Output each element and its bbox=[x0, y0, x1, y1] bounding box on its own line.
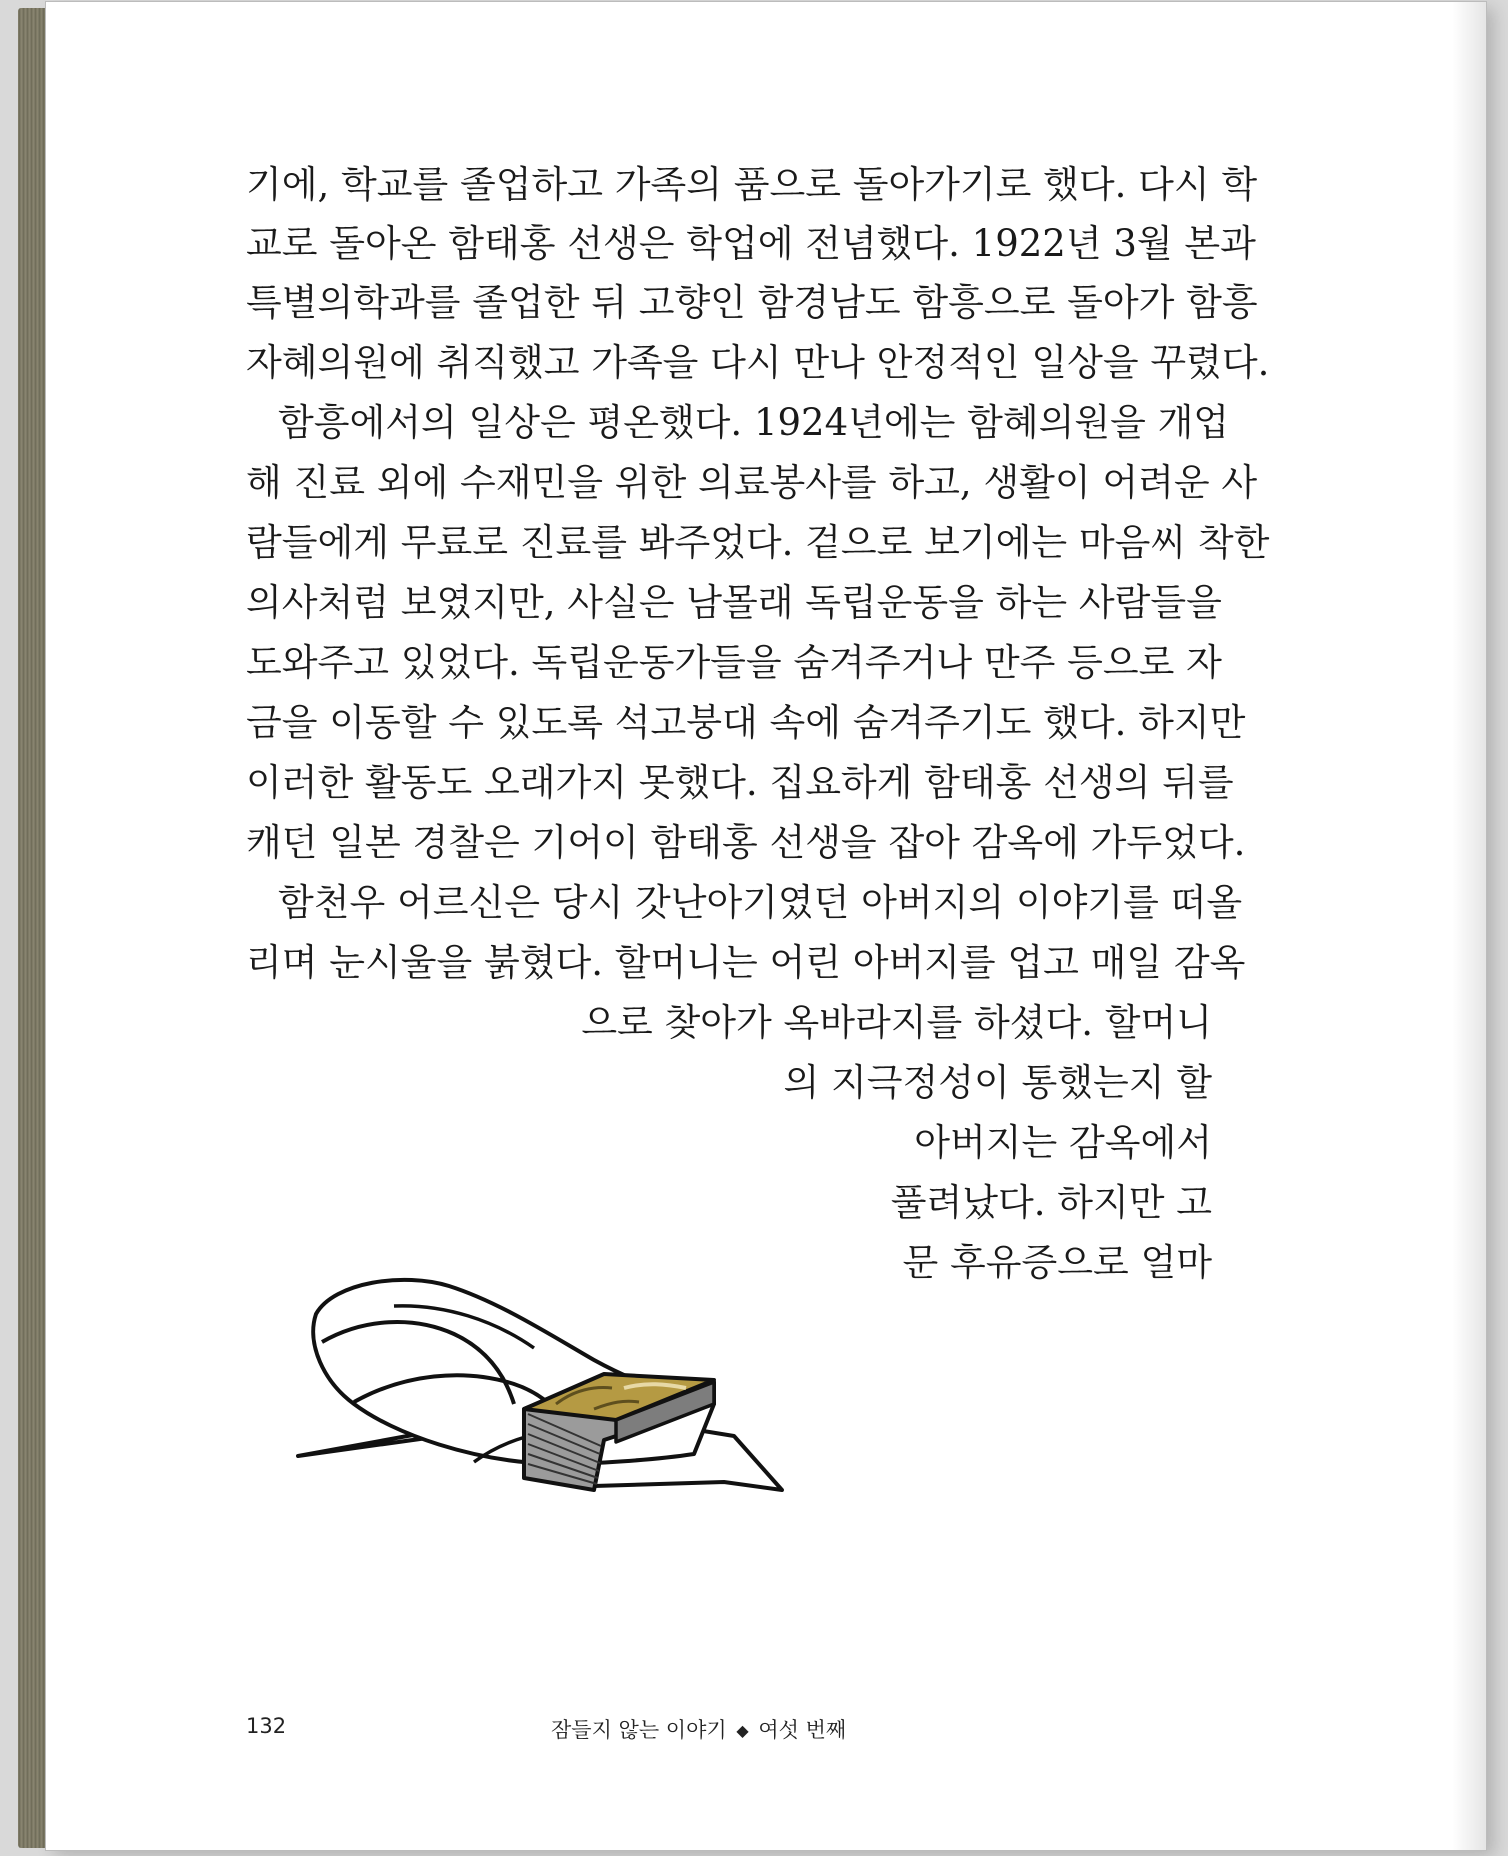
running-footer bbox=[551, 1714, 846, 1744]
page-number: 132 bbox=[246, 1714, 287, 1738]
diamond-separator-icon: ◆ bbox=[736, 1721, 749, 1740]
text-line: 해 진료 외에 수재민을 위한 의료봉사를 하고, 생활이 어려운 사 bbox=[246, 461, 1258, 504]
text-line: 의사처럼 보였지만, 사실은 남몰래 독립운동을 하는 사람들을 bbox=[246, 581, 1222, 624]
text-line: 도와주고 있었다. 독립운동가들을 숨겨주거나 만주 등으로 자 bbox=[246, 641, 1222, 684]
text-line: 함천우 어르신은 당시 갓난아기였던 아버지의 이야기를 떠올 bbox=[278, 881, 1243, 924]
text-line: 으로 찾아가 옥바라지를 하셨다. 할머니 bbox=[581, 1001, 1212, 1044]
text-line: 교로 돌아온 함태홍 선생은 학업에 전념했다. 1922년 3월 본과 bbox=[246, 222, 1256, 265]
text-line: 함흥에서의 일상은 평온했다. 1924년에는 함혜의원을 개업 bbox=[278, 401, 1230, 444]
text-line: 캐던 일본 경찰은 기어이 함태홍 선생을 잡아 감옥에 가두었다. bbox=[246, 821, 1246, 864]
text-line: 특별의학과를 졸업한 뒤 고향인 함경남도 함흥으로 돌아가 함흥 bbox=[246, 281, 1258, 324]
text-line: 풀려났다. 하지만 고 bbox=[890, 1181, 1212, 1224]
text-line: 의 지극정성이 통했는지 할 bbox=[783, 1061, 1212, 1104]
text-line: 자혜의원에 취직했고 가족을 다시 만나 안정적인 일상을 꾸렸다. bbox=[246, 341, 1270, 384]
text-line: 이러한 활동도 오래가지 못했다. 집요하게 함태홍 선생의 뒤를 bbox=[246, 761, 1234, 804]
chapter-label: 여섯 번째 bbox=[758, 1718, 847, 1742]
book-page bbox=[46, 2, 1486, 1850]
page-shadow bbox=[1452, 2, 1486, 1850]
text-line: 아버지는 감옥에서 bbox=[914, 1121, 1212, 1164]
book-title: 잠들지 않는 이야기 bbox=[551, 1718, 727, 1742]
text-line: 람들에게 무료로 진료를 봐주었다. 겉으로 보기에는 마음씨 착한 bbox=[246, 521, 1270, 564]
text-line: 리며 눈시울을 붉혔다. 할머니는 어린 아버지를 업고 매일 감옥 bbox=[246, 941, 1246, 984]
bandaged-money-illustration bbox=[294, 1264, 854, 1494]
text-line: 금을 이동할 수 있도록 석고붕대 속에 숨겨주기도 했다. 하지만 bbox=[246, 701, 1246, 744]
text-line: 문 후유증으로 얼마 bbox=[902, 1241, 1212, 1284]
text-line: 기에, 학교를 졸업하고 가족의 품으로 돌아가기로 했다. 다시 학 bbox=[246, 163, 1258, 206]
